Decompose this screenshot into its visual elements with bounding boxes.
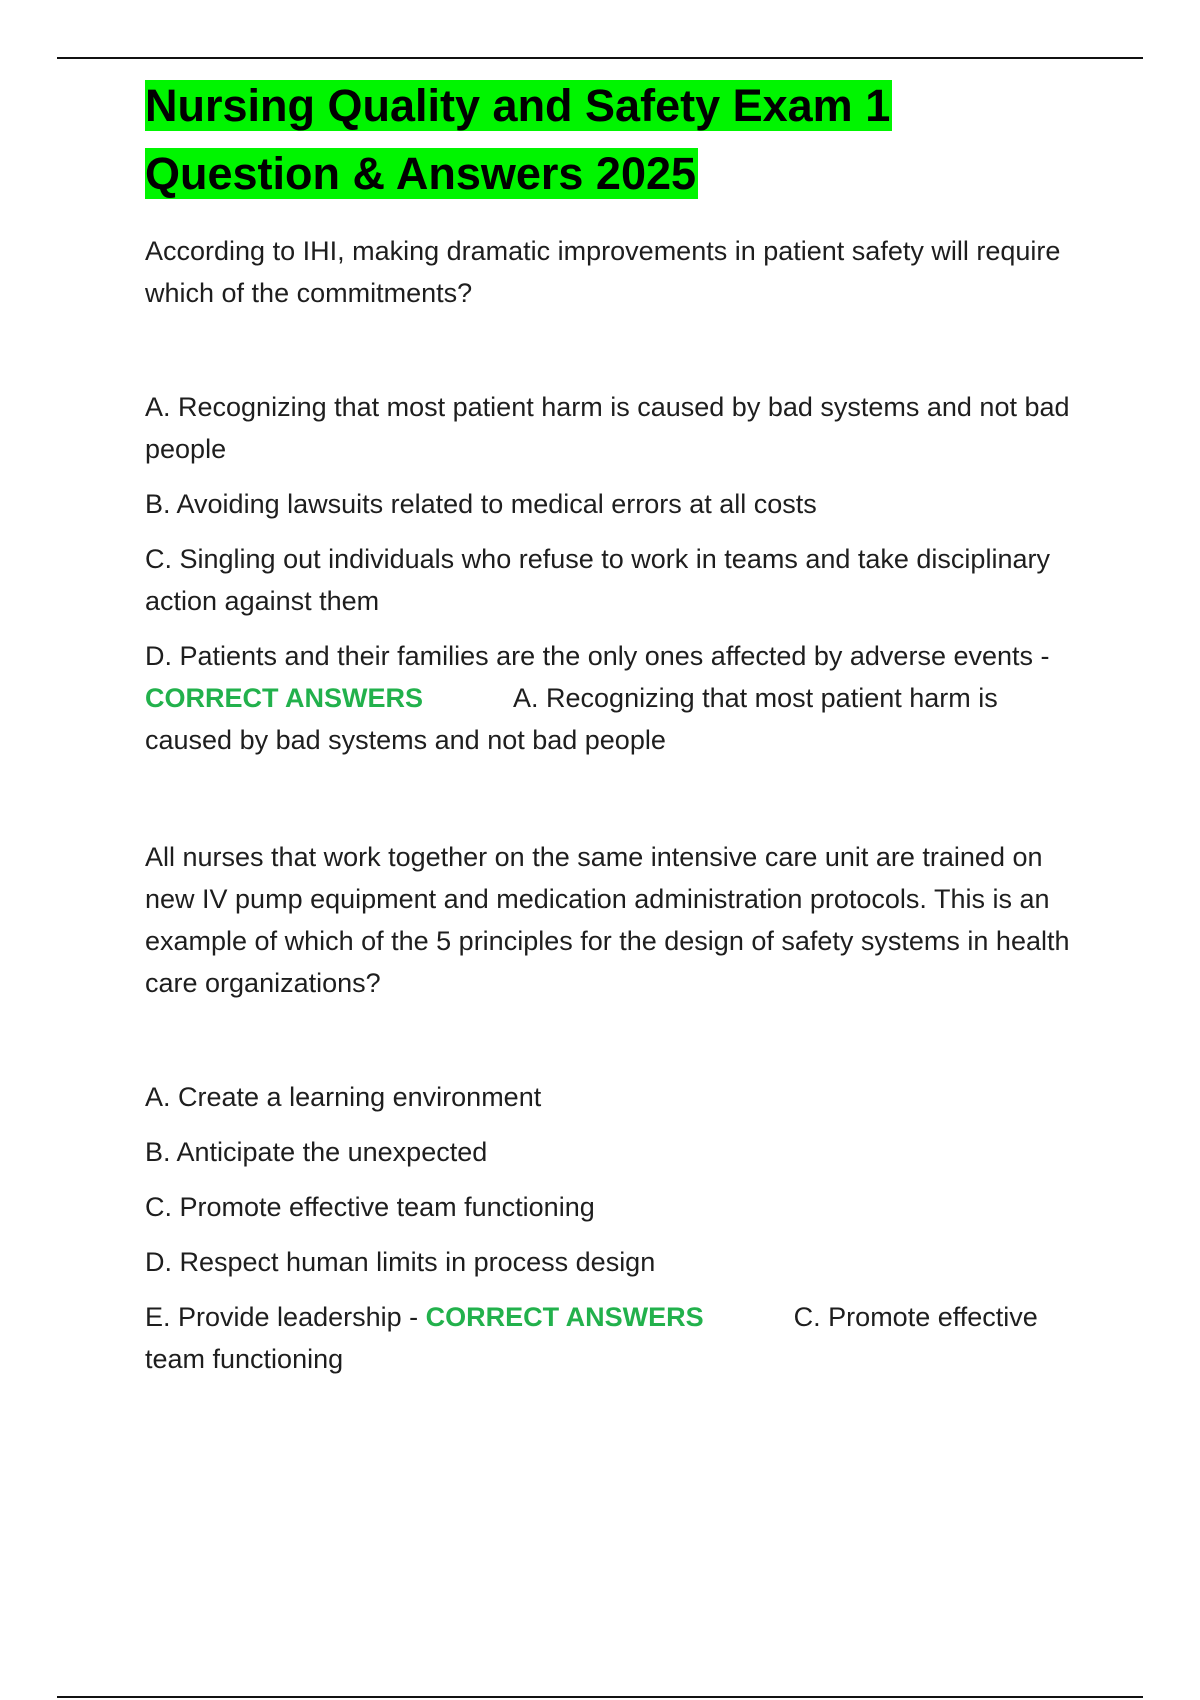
correct-answers-label: CORRECT ANSWERS bbox=[425, 1302, 704, 1332]
document-title bbox=[145, 72, 1090, 208]
option-item: A. Recognizing that most patient harm is caused by bad systems and not bad people bbox=[145, 392, 1070, 464]
document-body bbox=[145, 72, 1090, 1380]
option-item: A. Create a learning environment bbox=[145, 1082, 542, 1112]
option-item: D. Patients and their families are the only ones affected by adverse events - bbox=[145, 641, 1050, 671]
correct-answers-label: CORRECT ANSWERS bbox=[145, 683, 424, 713]
top-rule bbox=[57, 57, 1143, 59]
title-line-2: Question & Answers 2025 bbox=[145, 148, 697, 199]
option-item: C. Promote effective team functioning bbox=[145, 1192, 595, 1222]
question-text: All nurses that work together on the same intensive care unit are trained on new IV pump equipment and medication administration protocols. This is an example of which of the 5 principles for the design of safety systems in health care organizations? bbox=[145, 842, 1070, 998]
option-item: B. Avoiding lawsuits related to medical errors at all costs bbox=[145, 489, 817, 519]
question-block-2 bbox=[145, 836, 1090, 1380]
answer-text: A. Recognizing that most patient harm is caused by bad systems and not bad people bbox=[145, 683, 998, 755]
question-block-1 bbox=[145, 230, 1090, 761]
option-item: B. Anticipate the unexpected bbox=[145, 1137, 488, 1167]
option-item: E. Provide leadership - bbox=[145, 1302, 419, 1332]
bottom-rule bbox=[57, 1696, 1143, 1698]
title-line-1: Nursing Quality and Safety Exam 1 bbox=[145, 80, 891, 131]
answer-text: C. Promote effective team functioning bbox=[145, 1302, 1038, 1374]
option-item: D. Respect human limits in process design bbox=[145, 1247, 656, 1277]
option-with-answer bbox=[145, 1296, 1090, 1380]
option-item: C. Singling out individuals who refuse to work in teams and take disciplinary action against them bbox=[145, 544, 1050, 616]
question-text: According to IHI, making dramatic improvements in patient safety will require which of the commitments? bbox=[145, 236, 1061, 308]
option-with-answer bbox=[145, 635, 1090, 761]
